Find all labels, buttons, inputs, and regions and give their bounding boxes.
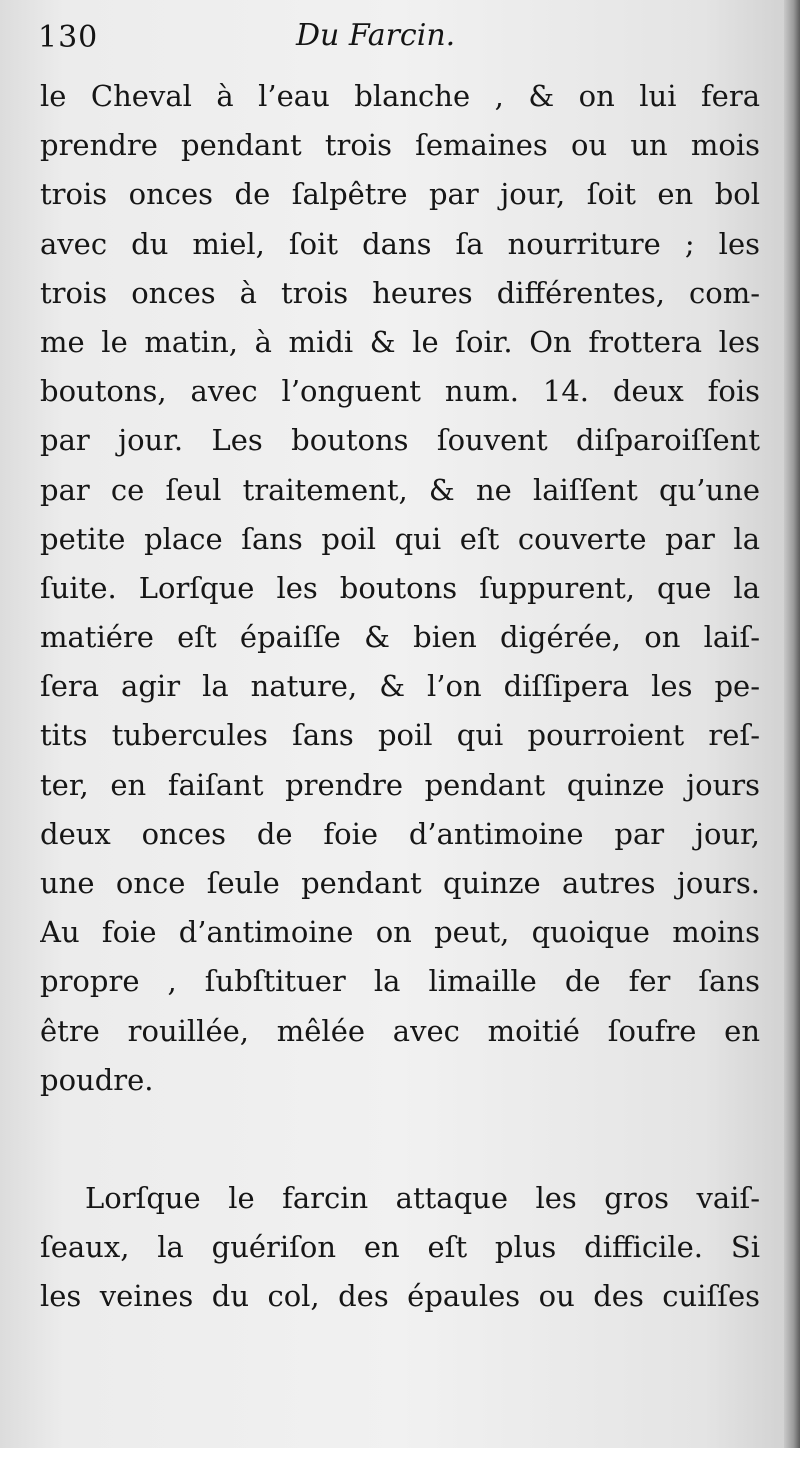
text-line: trois onces à trois heures différentes, com- [40, 275, 760, 310]
text-line: propre , ſubſtituer la limaille de fer ſans [40, 964, 760, 999]
text-line: ſera agir la nature, & l’on diſſipera les pe- [40, 669, 760, 704]
body-text [40, 72, 760, 1322]
running-title: Du Farcin. [296, 18, 456, 53]
text-line: prendre pendant trois ſemaines ou un mois [40, 128, 760, 163]
text-line: matiére eſt épaiſſe & bien digérée, on laiſ- [40, 620, 760, 655]
text-line: une once ſeule pendant quinze autres jours. [40, 866, 760, 900]
text-line: par ce ſeul traitement, & ne laiſſent qu’une [40, 472, 760, 507]
text-line: ſuite. Lorſque les boutons ſuppurent, que la [40, 570, 760, 605]
text-line: le Cheval à l’eau blanche , & on lui fera [40, 79, 760, 113]
paragraph [40, 1174, 760, 1322]
text-line: trois onces de ſalpêtre par jour, ſoit en bol [40, 177, 760, 212]
text-line: boutons, avec l’onguent num. 14. deux fois [40, 374, 760, 409]
text-line: me le matin, à midi & le ſoir. On frottera les [40, 324, 760, 359]
text-line: par jour. Les boutons ſouvent diſparoiſſent [40, 423, 760, 458]
text-line: Au foie d’antimoine on peut, quoique moins [40, 915, 760, 950]
text-line: poudre. [40, 1062, 154, 1097]
paragraph [40, 72, 760, 1105]
text-line: tits tubercules ſans poil qui pourroient reſ- [40, 718, 760, 753]
paragraph-gap [40, 1105, 760, 1174]
page-bottom-margin [0, 1448, 800, 1458]
text-line: deux onces de foie d’antimoine par jour, [40, 816, 760, 851]
text-line: ſeaux, la guériſon en eſt plus difficile. Si [40, 1230, 760, 1265]
page-header [38, 18, 758, 62]
page-number: 130 [38, 20, 99, 55]
text-line: être rouillée, mêlée avec moitié ſoufre en [40, 1013, 760, 1048]
text-line: petite place ſans poil qui eſt couverte par la [40, 521, 760, 556]
text-line: ter, en faiſant prendre pendant quinze jours [40, 767, 760, 802]
text-line: avec du miel, ſoit dans ſa nourriture ; les [40, 226, 760, 261]
page-edge-shadow [784, 0, 800, 1458]
text-line: les veines du col, des épaules ou des cuiſſes [40, 1279, 760, 1314]
text-line: Lorſque le farcin attaque les gros vaiſ- [85, 1180, 760, 1215]
